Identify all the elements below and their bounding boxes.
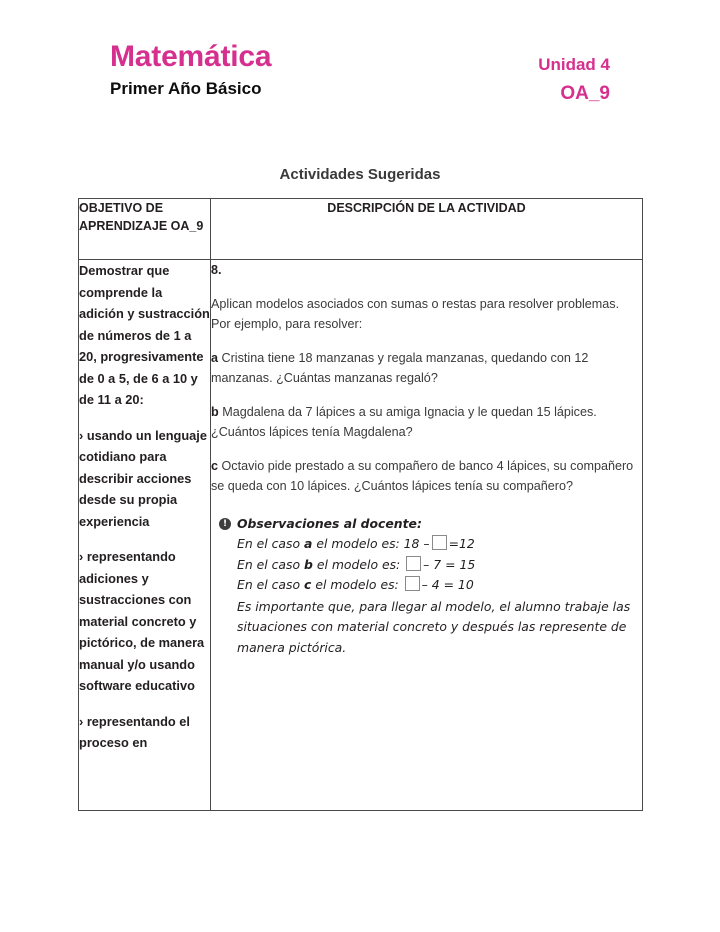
exclamation-circle-icon: ! xyxy=(219,518,231,530)
model-middle-b: el modelo es: xyxy=(316,556,401,572)
blank-answer-box xyxy=(432,535,447,550)
item-text-c: Octavio pide prestado a su compañero de banco 4 lápices, su compañero se queda con 10 lápices. ¿Cuántos lápices tenía su compañero? xyxy=(211,459,634,493)
item-letter-b: b xyxy=(211,405,219,419)
item-text-a: Cristina tiene 18 manzanas y regala manzanas, quedando con 12 manzanas. ¿Cuántas manzanas regaló? xyxy=(211,351,589,385)
model-case-b: b xyxy=(304,556,313,572)
teacher-observations-block xyxy=(219,514,642,658)
blank-answer-box xyxy=(405,576,420,591)
observation-model-a xyxy=(237,534,642,555)
model-after-box-a: =12 xyxy=(448,536,475,551)
objective-cell xyxy=(79,260,211,811)
page-header xyxy=(0,40,720,120)
activity-table xyxy=(78,198,643,811)
activity-item-a xyxy=(211,348,642,388)
subject-title: Matemática xyxy=(110,40,272,73)
item-letter-c: c xyxy=(211,459,219,473)
model-before-box-a: 18 – xyxy=(403,536,430,551)
objective-paragraph: › representando adiciones y sustracciones con material concreto y pictórico, de manera manual y/o usando software educativo xyxy=(79,549,205,693)
model-prefix-c: En el caso xyxy=(237,577,301,592)
objective-paragraph: › representando el proceso en xyxy=(79,713,190,750)
column-header-description: DESCRIPCIÓN DE LA ACTIVIDAD xyxy=(211,199,643,260)
activity-number: 8. xyxy=(211,263,222,277)
observations-note: Es importante que, para llegar al modelo, el alumno trabaje las situaciones con material concreto y después las represente de manera pictórica. xyxy=(237,598,631,655)
model-middle-a: el modelo es: xyxy=(316,536,400,551)
model-prefix-b: En el caso xyxy=(237,556,301,572)
oa-code-label: OA_9 xyxy=(560,83,610,104)
observation-model-b xyxy=(237,555,642,576)
column-header-objective: OBJETIVO DE APRENDIZAJE OA_9 xyxy=(79,199,211,260)
header-right-group xyxy=(538,54,610,106)
activity-item-b xyxy=(211,402,642,442)
activity-intro: Aplican modelos asociados con sumas o restas para resolver problemas. Por ejemplo, para resolver: xyxy=(211,297,620,331)
model-case-a: a xyxy=(304,536,313,551)
model-middle-c: el modelo es: xyxy=(315,577,399,592)
observation-model-list xyxy=(237,534,642,596)
unit-label: Unidad 4 xyxy=(538,55,610,74)
header-left-group xyxy=(110,40,271,100)
objective-paragraph: › usando un lenguaje cotidiano para describir acciones desde su propia experiencia xyxy=(79,427,207,529)
model-after-box-b: – 7 = 15 xyxy=(423,556,476,572)
model-after-box-c: – 4 = 10 xyxy=(421,577,474,592)
section-title: Actividades Sugeridas xyxy=(279,166,441,183)
table-header-row xyxy=(79,199,643,260)
item-letter-a: a xyxy=(211,351,219,365)
activity-item-c xyxy=(211,456,642,496)
blank-answer-box xyxy=(406,556,421,571)
description-cell xyxy=(211,260,643,811)
table-row xyxy=(79,260,643,811)
item-text-b: Magdalena da 7 lápices a su amiga Ignacia y le quedan 15 lápices. ¿Cuántos lápices tenía Magdalena? xyxy=(211,405,597,439)
model-prefix-a: En el caso xyxy=(237,536,301,551)
observations-heading xyxy=(219,514,642,534)
observation-model-c xyxy=(237,575,642,596)
observations-heading-text: Observaciones al docente: xyxy=(237,516,422,531)
grade-title: Primer Año Básico xyxy=(110,79,262,98)
model-case-c: c xyxy=(304,577,312,592)
objective-paragraph: Demostrar que comprende la adición y sustracción de números de 1 a 20, progresivamente de 0 a 5, de 6 a 10 y de 11 a 20: xyxy=(79,263,210,407)
